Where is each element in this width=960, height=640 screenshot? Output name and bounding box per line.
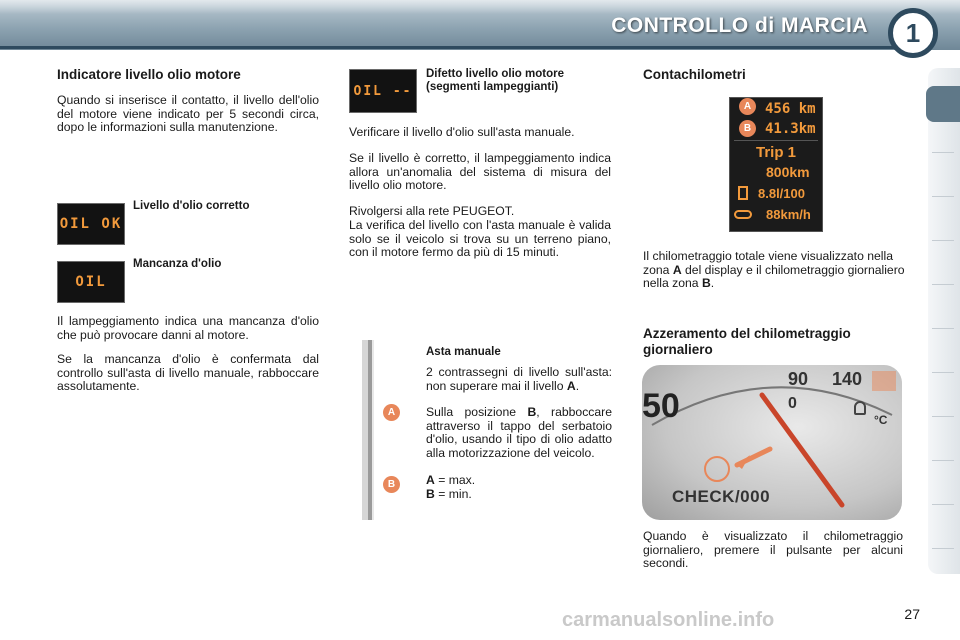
oil-correct-label: Livello d'olio corretto [133, 200, 250, 212]
odometer-display [729, 97, 823, 232]
instrument-panel-image [642, 365, 902, 520]
odometer-text: Il chilometraggio totale viene visualizzato nella zona A del display e il chilometraggio giornaliero nella zona B. [643, 249, 905, 290]
dipstick-illustration [358, 340, 408, 520]
odometer-marker-a: A [739, 98, 756, 115]
fault-text-3: Rivolgersi alla rete PEUGEOT. [349, 204, 515, 218]
chapter-number-badge: 1 [888, 8, 938, 58]
watermark: carmanualsonline.info [562, 609, 775, 631]
speed-50-label: 50 [642, 387, 680, 425]
odometer-total-readout: 456 km [765, 101, 816, 117]
oil-fault-display: OIL -- [349, 69, 417, 113]
oil-missing-display: OIL [57, 261, 125, 303]
oil-missing-text-1: Il lampeggiamento indica una mancanza d'olio che può provocare danni al motore. [57, 314, 319, 342]
trip-reset-button[interactable] [704, 457, 730, 483]
odometer-trip-readout: 41.3km [765, 121, 816, 137]
chapter-tab-strip [928, 68, 960, 574]
oil-missing-text-2: Se la mancanza d'olio è confermata dal controllo sull'asta di livello manuale, rabboccare assolutamente. [57, 352, 319, 393]
fault-text-2: Se il livello è corretto, il lampeggiamento indica allora un'anomalia del sistema di misura del livello olio motore. [349, 151, 611, 192]
trip-speed: 88km/h [766, 207, 811, 222]
gauge-unit-label: °C [874, 413, 888, 427]
coolant-temperature-icon [854, 401, 866, 415]
chapter-title: CONTROLLO di MARCIA [611, 14, 868, 37]
chapter-tab-active[interactable] [926, 86, 960, 122]
oil-level-title: Indicatore livello olio motore [57, 67, 241, 82]
header-shine [0, 0, 960, 14]
page-number: 27 [904, 606, 920, 622]
dipstick-marker-b: B [383, 476, 400, 493]
oil-level-intro: Quando si inserisce il contatto, il livello dell'olio del motore viene indicato per 5 secondi circa, dopo le informazioni sulla manutenzione. [57, 93, 319, 134]
fault-text-4: La verifica del livello con l'asta manuale è valida solo se il veicolo si trova su un terreno piano, con il motore fermo da più di 15 minuti. [349, 218, 611, 259]
trip-distance: 800km [766, 164, 810, 180]
check-reset-button-label: CHECK/000 [672, 487, 771, 506]
dipstick-b-legend: B = min. [426, 487, 472, 501]
oil-ok-display: OIL OK [57, 203, 125, 245]
dipstick-text-1: 2 contrassegni di livello sull'asta: non superare mai il livello A. [426, 365, 612, 393]
trip-title: Trip 1 [756, 144, 797, 161]
oil-missing-label: Mancanza d'olio [133, 258, 222, 270]
fault-text-1: Verificare il livello d'olio sull'asta manuale. [349, 125, 575, 139]
gauge-90-label: 90 [788, 369, 809, 389]
trip-reset-text: Quando è visualizzato il chilometraggio giornaliero, premere il pulsante per alcuni secondi. [643, 529, 903, 570]
dipstick-a-legend: A = max. [426, 473, 476, 487]
gauge-0-label: 0 [788, 395, 797, 412]
odometer-marker-b: B [739, 120, 756, 137]
oil-fault-title: Difetto livello olio motore (segmenti lampeggianti) [426, 68, 565, 93]
gauge-140-label: 140 [832, 369, 863, 389]
trip-reset-title: Azzeramento del chilometraggio giornaliero [643, 326, 851, 357]
odometer-title: Contachilometri [643, 67, 746, 82]
dipstick-text-2: Sulla posizione B, rabboccare attraverso il tappo del serbatoio d'olio, usando il tipo di olio adatto alla motorizzazione del veicolo. [426, 405, 613, 460]
fuel-pump-icon [738, 186, 748, 200]
trip-consumption: 8.8l/100 [758, 186, 805, 201]
header-rule [0, 46, 900, 49]
dipstick-marker-a: A [383, 404, 400, 421]
car-icon [734, 210, 752, 219]
dipstick-title: Asta manuale [426, 346, 501, 358]
